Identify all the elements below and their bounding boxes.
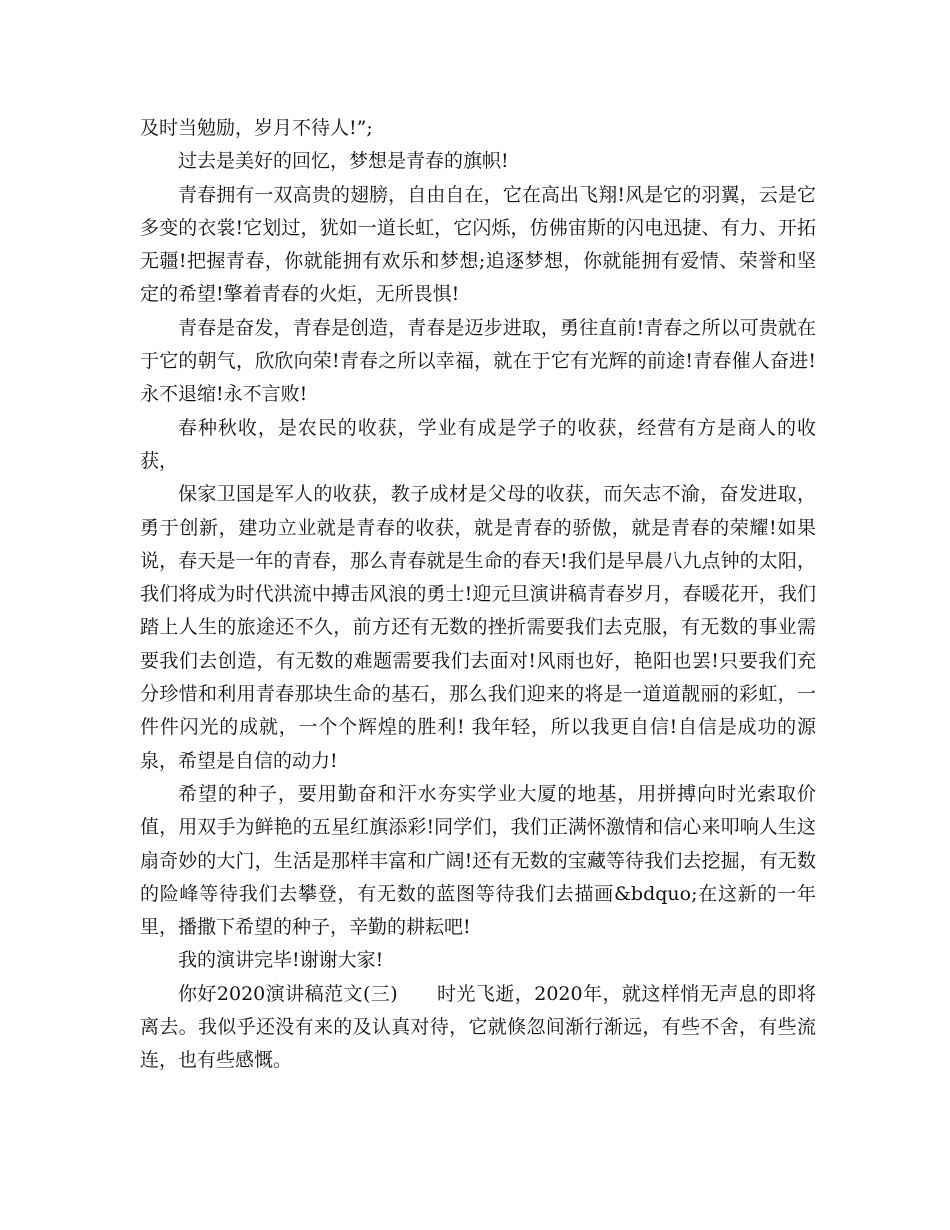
- paragraph: 希望的种子，要用勤奋和汗水夯实学业大厦的地基，用拼搏向时光索取价值，用双手为鲜艳的五星红旗添彩!同学们，我们正满怀激情和信心来叩响人生这扇奇妙的大门，生活是那样丰富和广阔!还有无数的宝藏等待我们去挖掘，有无数的险峰等待我们去攀登，有无数的蓝图等待我们去描画&bdquo;在这新的一年里，播撒下希望的种子，辛勤的耕耘吧!: [140, 782, 816, 939]
- paragraph: 我的演讲完毕!谢谢大家!: [178, 949, 384, 972]
- paragraph: 青春拥有一双高贵的翅膀，自由自在，它在高出飞翔!风是它的羽翼，云是它多变的衣裳!它划过，犹如一道长虹，它闪烁，仿佛宙斯的闪电迅捷、有力、开拓无疆!把握青春，你就能拥有欢乐和梦想;追逐梦想，你就能拥有爱情、荣誉和坚定的希望!擎着青春的火炬，无所畏惧!: [140, 183, 816, 306]
- paragraph: 春种秋收，是农民的收获，学业有成是学子的收获，经营有方是商人的收获，: [140, 416, 816, 472]
- paragraph-continuation: 及时当勉励，岁月不待人!”;: [140, 117, 373, 139]
- paragraph: 你好2020演讲稿范文(三) 时光飞逝，2020年，就这样悄无声息的即将离去。我似乎还没有来的及认真对待，它就倏忽间渐行渐远，有些不舍，有些流连，也有些感慨。: [140, 982, 816, 1072]
- paragraph: 保家卫国是军人的收获，教子成材是父母的收获，而矢志不渝，奋发进取，勇于创新，建功立业就是青春的收获，就是青春的骄傲，就是青春的荣耀!如果说，春天是一年的青春，那么青春就是生命的春天!我们是早晨八九点钟的太阳，我们将成为时代洪流中搏击风浪的勇士!迎元旦演讲稿青春岁月，春暖花开，我们踏上人生的旅途还不久，前方还有无数的挫折需要我们去克服，有无数的事业需要我们去创造，有无数的难题需要我们去面对!风雨也好，艳阳也罢!只要我们充分珍惜和利用青春那块生命的基石，那么我们迎来的将是一道道靓丽的彩虹，一件件闪光的成就，一个个辉煌的胜利! 我年轻，所以我更自信!自信是成功的源泉，希望是自信的动力!: [140, 483, 816, 772]
- paragraph: 过去是美好的回忆，梦想是青春的旗帜!: [178, 150, 509, 173]
- document-body: [140, 112, 816, 1078]
- paragraph: 青春是奋发，青春是创造，青春是迈步进取，勇往直前!青春之所以可贵就在于它的朝气，欣欣向荣!青春之所以幸福，就在于它有光辉的前途!青春催人奋进!永不退缩!永不言败!: [140, 316, 816, 406]
